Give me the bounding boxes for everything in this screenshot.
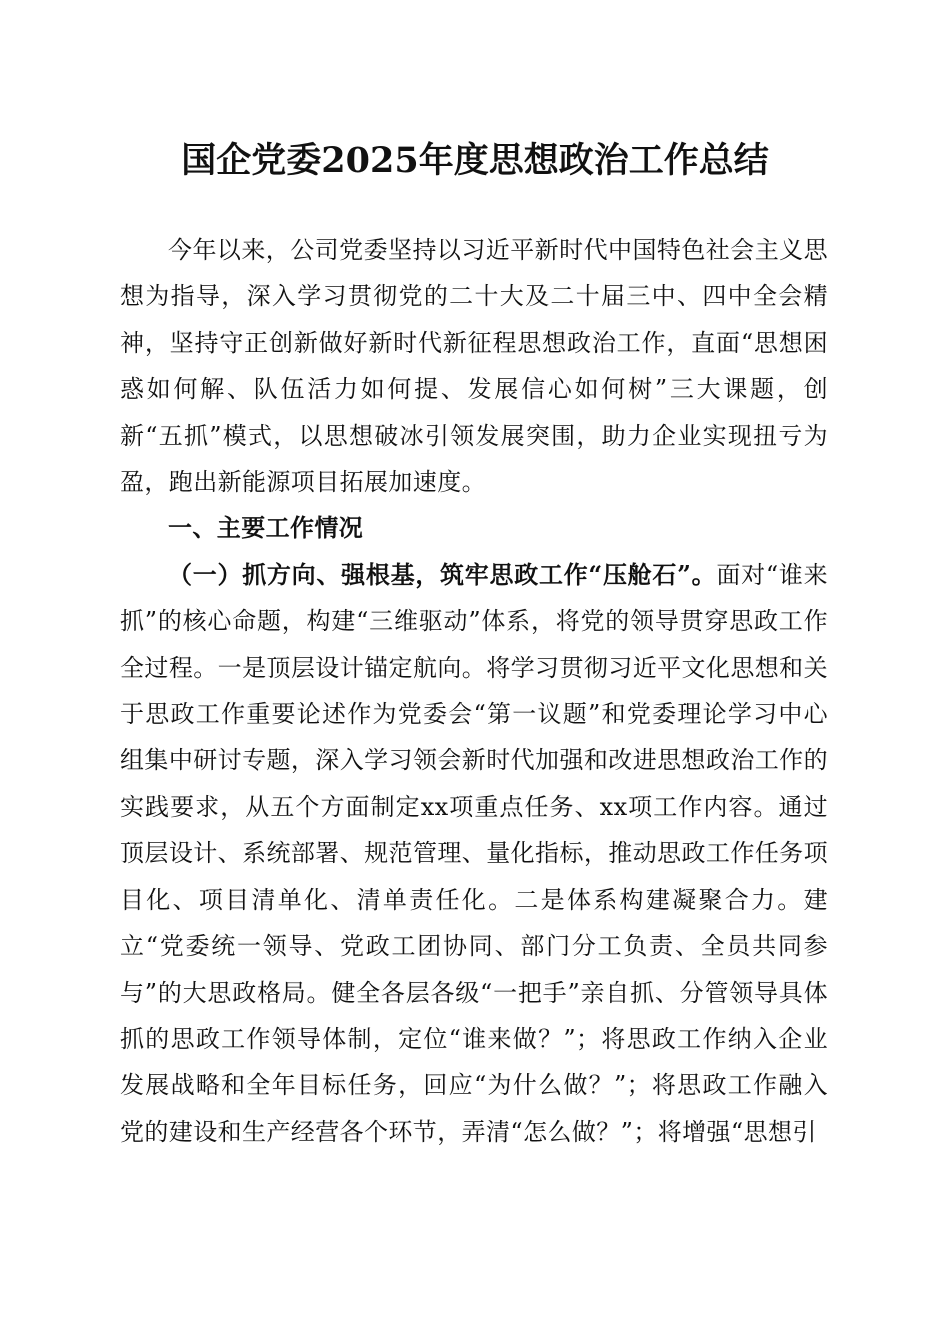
section-heading-main-work: 一、主要工作情况: [168, 514, 364, 543]
subsection-paragraph: [120, 552, 828, 1155]
document-body: [120, 227, 828, 1155]
intro-paragraph: 今年以来，公司党委坚持以习近平新时代中国特色社会主义思想为指导，深入学习贯彻党的二十大及二十届三中、四中全会精神，坚持守正创新做好新时代新征程思想政治工作，直面“思想困惑如何解、队伍活力如何提、发展信心如何树”三大课题，创新“五抓”模式，以思想破冰引领发展突围，助力企业实现扭亏为盈，跑出新能源项目拓展加速度。: [120, 236, 828, 497]
subsection-body: 面对“谁来抓”的核心命题，构建“三维驱动”体系，将党的领导贯穿思政工作全过程。一是顶层设计锚定航向。将学习贯彻习近平文化思想和关于思政工作重要论述作为党委会“第一议题”和党委理论学习中心组集中研讨专题，深入学习领会新时代加强和改进思想政治工作的实践要求，从五个方面制定xx项重点任务、xx项工作内容。通过顶层设计、系统部署、规范管理、量化指标，推动思政工作任务项目化、项目清单化、清单责任化。二是体系构建凝聚合力。建立“党委统一领导、党政工团协同、部门分工负责、全员共同参与”的大思政格局。健全各层各级“一把手”亲自抓、分管领导具体抓的思政工作领导体制，定位“谁来做？”；将思政工作纳入企业发展战略和全年目标任务，回应“为什么做？”；将思政工作融入党的建设和生产经营各个环节，弄清“怎么做？”；将增强“思想引: [120, 560, 828, 1146]
subsection-heading: （一）抓方向、强根基，筑牢思政工作“压舱石”。: [168, 559, 717, 589]
document-title: 国企党委2025年度思想政治工作总结: [181, 140, 769, 181]
